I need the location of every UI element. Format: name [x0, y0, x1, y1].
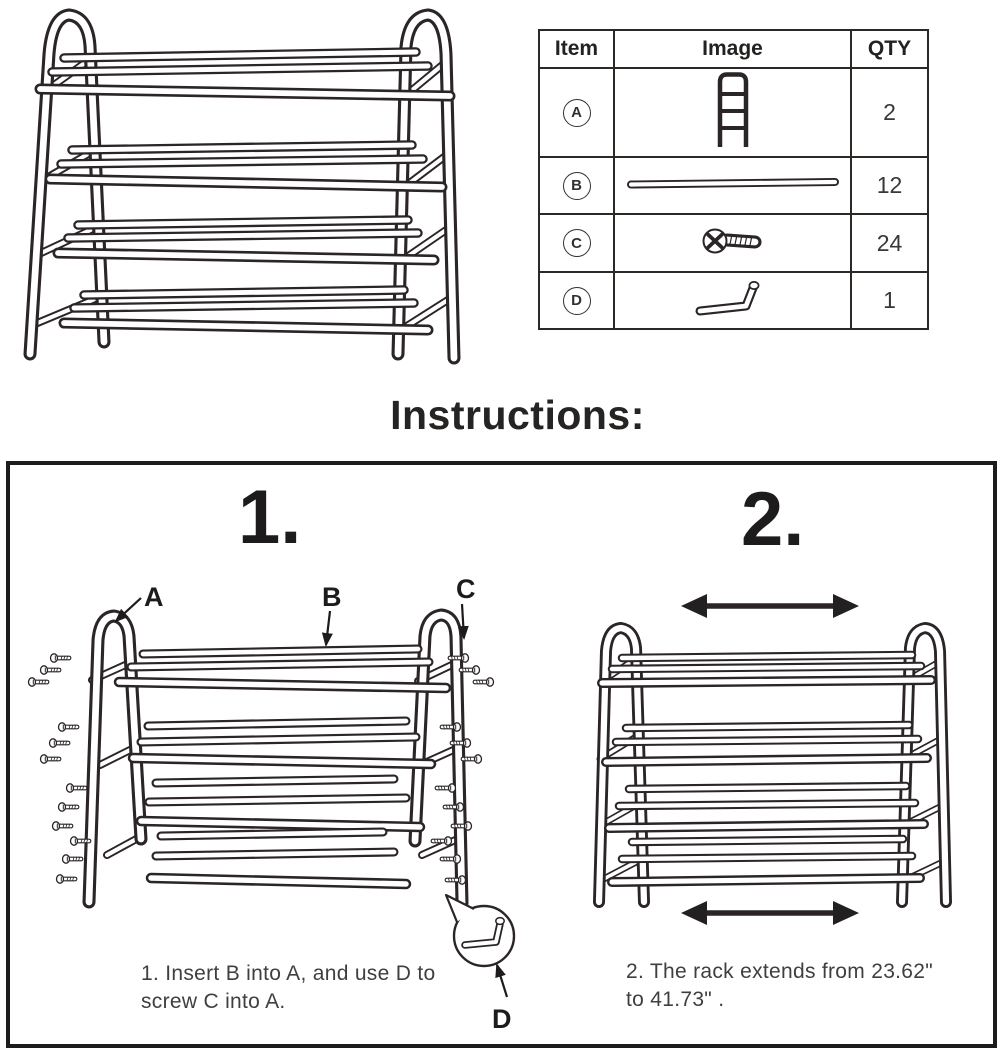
screws-scatter-left: [29, 654, 90, 883]
item-letter-d: D: [563, 287, 591, 315]
step1-caption-line2: screw C into A.: [141, 990, 286, 1013]
callout-arrow-b: [326, 611, 330, 645]
steps-panel: [6, 461, 997, 1048]
screw-icon: [41, 755, 60, 763]
qty-b: 12: [851, 157, 928, 214]
parts-table-header-row: [539, 30, 928, 68]
screw-icon: [463, 755, 482, 763]
overview-rack: [30, 15, 454, 358]
step2-caption-line2: to 41.73" .: [626, 988, 725, 1011]
qty-a: 2: [851, 68, 928, 157]
screw-icon: [57, 875, 76, 883]
col-header-item: Item: [539, 30, 614, 68]
screw-icon: [437, 784, 456, 792]
screw-icon: [59, 803, 78, 811]
screw-icon: [461, 666, 480, 674]
assembled-shoe-rack-icon: [598, 628, 946, 902]
qty-c: 24: [851, 214, 928, 272]
screw-icon: [67, 784, 86, 792]
allen-key-icon: [691, 276, 775, 320]
step2-caption: [626, 958, 933, 1014]
screw-icon: [59, 723, 78, 731]
callout-label-c: C: [456, 574, 476, 604]
step1-caption: [141, 960, 435, 1016]
shoe-rack-line-art-icon: [2, 2, 499, 374]
screw-icon: [475, 678, 494, 686]
instructions-title: Instructions:: [390, 392, 645, 438]
screw-icon: [701, 221, 765, 261]
step1-number: 1.: [238, 475, 302, 560]
screw-icon: [51, 654, 70, 662]
callout-label-d: D: [492, 1004, 512, 1034]
table-row-b: [539, 157, 928, 214]
screw-icon: [41, 666, 60, 674]
item-letter-b: B: [563, 172, 591, 200]
side-frame-icon: [710, 70, 756, 150]
allen-key-detail-bubble-icon: [446, 895, 514, 1034]
screw-icon: [442, 855, 461, 863]
item-letter-c: C: [563, 229, 591, 257]
table-row-a: [539, 68, 928, 157]
screw-icon: [53, 822, 72, 830]
step1-caption-line1: 1. Insert B into A, and use D to: [141, 962, 436, 985]
callout-arrow-c: [462, 604, 464, 638]
screw-icon: [442, 723, 461, 731]
horizontal-extend-arrow-icon: [681, 594, 859, 618]
col-header-qty: QTY: [851, 30, 928, 68]
shelf-rod-icon: [625, 175, 841, 191]
col-header-image: Image: [614, 30, 851, 68]
screw-icon: [50, 739, 69, 747]
table-row-d: [539, 272, 928, 329]
table-row-c: [539, 214, 928, 272]
callout-label-a: A: [144, 582, 164, 612]
parts-table: [538, 29, 929, 330]
callout-arrow-d: [497, 965, 507, 997]
step2-caption-line1: 2. The rack extends from 23.62": [626, 960, 934, 983]
screw-icon: [63, 855, 82, 863]
qty-d: 1: [851, 272, 928, 329]
horizontal-extend-arrow-bottom-icon: [681, 901, 859, 925]
exploded-shoe-rack-icon: [89, 615, 462, 903]
item-letter-a: A: [563, 99, 591, 127]
step2-number: 2.: [741, 477, 805, 562]
callout-label-b: B: [322, 582, 342, 612]
screw-icon: [29, 678, 48, 686]
